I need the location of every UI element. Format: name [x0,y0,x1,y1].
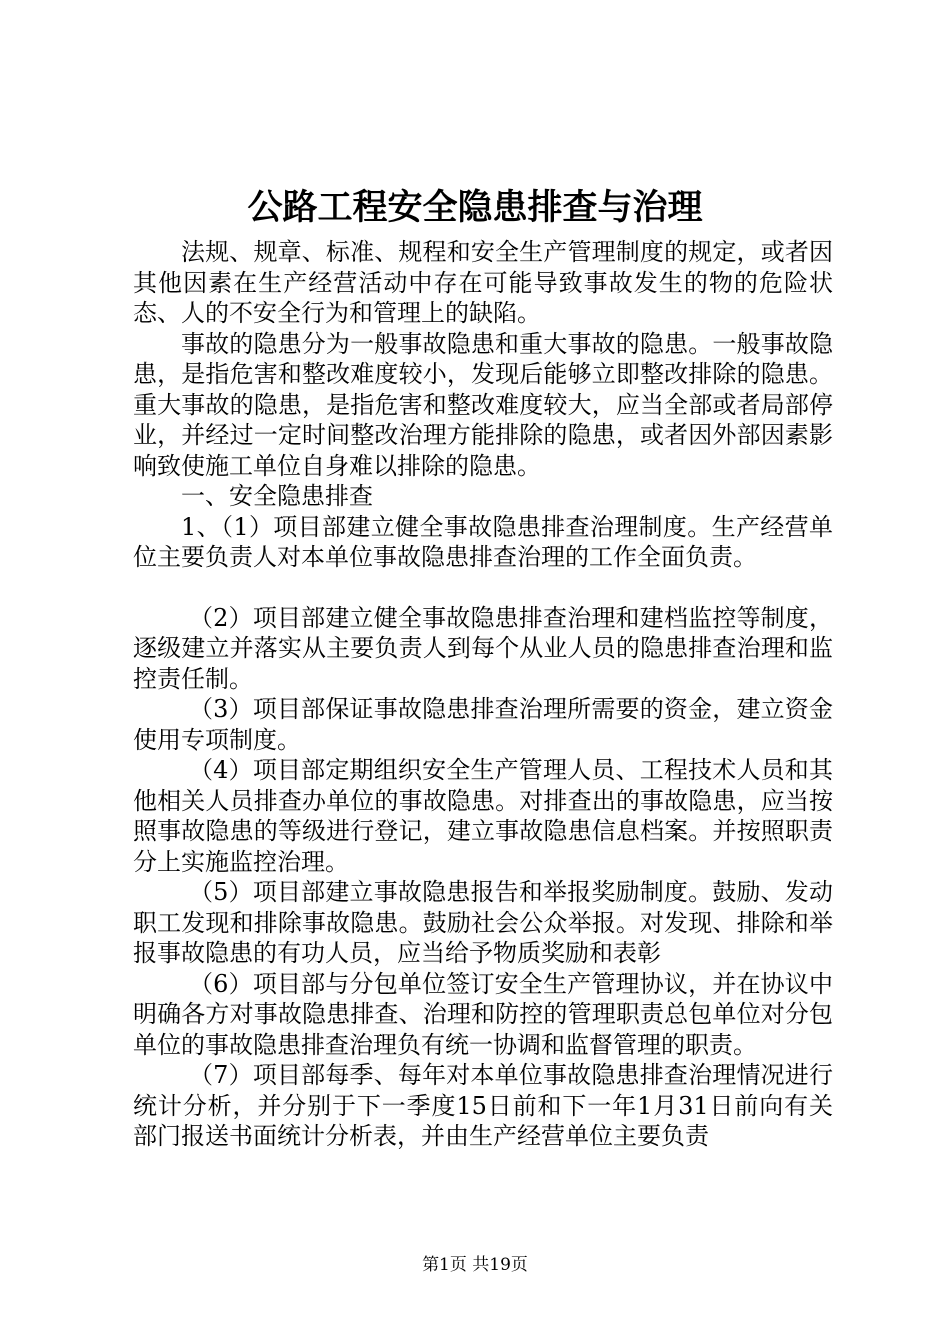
paragraph-item-4: （4）项目部定期组织安全生产管理人员、工程技术人员和其他相关人员排查办单位的事故隐患。对排查出的事故隐患，应当按照事故隐患的等级进行登记，建立事故隐患信息档案。并按照职责分上实施监控治理。 [133,756,833,876]
paragraph-item-1: 1、（1）项目部建立健全事故隐患排查治理制度。生产经营单位主要负责人对本单位事故隐患排查治理的工作全面负责。 [133,512,833,571]
section-heading-hazard-inspection: 一、安全隐患排查 [181,482,373,510]
document-body [133,237,833,1152]
paragraph-item-5: （5）项目部建立事故隐患报告和举报奖励制度。鼓励、发动职工发现和排除事故隐患。鼓励社会公众举报。对发现、排除和举报事故隐患的有功人员，应当给予物质奖励和表彰 [133,878,833,967]
document-title: 公路工程安全隐患排查与治理 [247,187,703,228]
paragraph-item-3: （3）项目部保证事故隐患排查治理所需要的资金，建立资金使用专项制度。 [133,695,833,754]
paragraph-item-2: （2）项目部建立健全事故隐患排查治理和建档监控等制度，逐级建立并落实从主要负责人到每个从业人员的隐患排查治理和监控责任制。 [133,603,833,693]
paragraph-item-6: （6）项目部与分包单位签订安全生产管理协议，并在协议中明确各方对事故隐患排查、治理和防控的管理职责总包单位对分包单位的事故隐患排查治理负有统一协调和监督管理的职责。 [133,969,833,1059]
blank-line [133,573,833,603]
paragraph-item-7: （7）项目部每季、每年对本单位事故隐患排查治理情况进行统计分析，并分别于下一季度15日前和下一年1月31日前向有关部门报送书面统计分析表，并由生产经营单位主要负责 [133,1061,833,1150]
page-footer: 第1页 共19页 [422,1255,528,1275]
paragraph-hazard-classes: 事故的隐患分为一般事故隐患和重大事故的隐患。一般事故隐患，是指危害和整改难度较小，发现后能够立即整改排除的隐患。重大事故的隐患，是指危害和整改难度较大，应当全部或者局部停业，并经过一定时间整改治理方能排除的隐患，或者因外部因素影响致使施工单位自身难以排除的隐患。 [133,329,833,480]
paragraph-definition: 法规、规章、标准、规程和安全生产管理制度的规定，或者因其他因素在生产经营活动中存在可能导致事故发生的物的危险状态、人的不安全行为和管理上的缺陷。 [133,238,833,327]
